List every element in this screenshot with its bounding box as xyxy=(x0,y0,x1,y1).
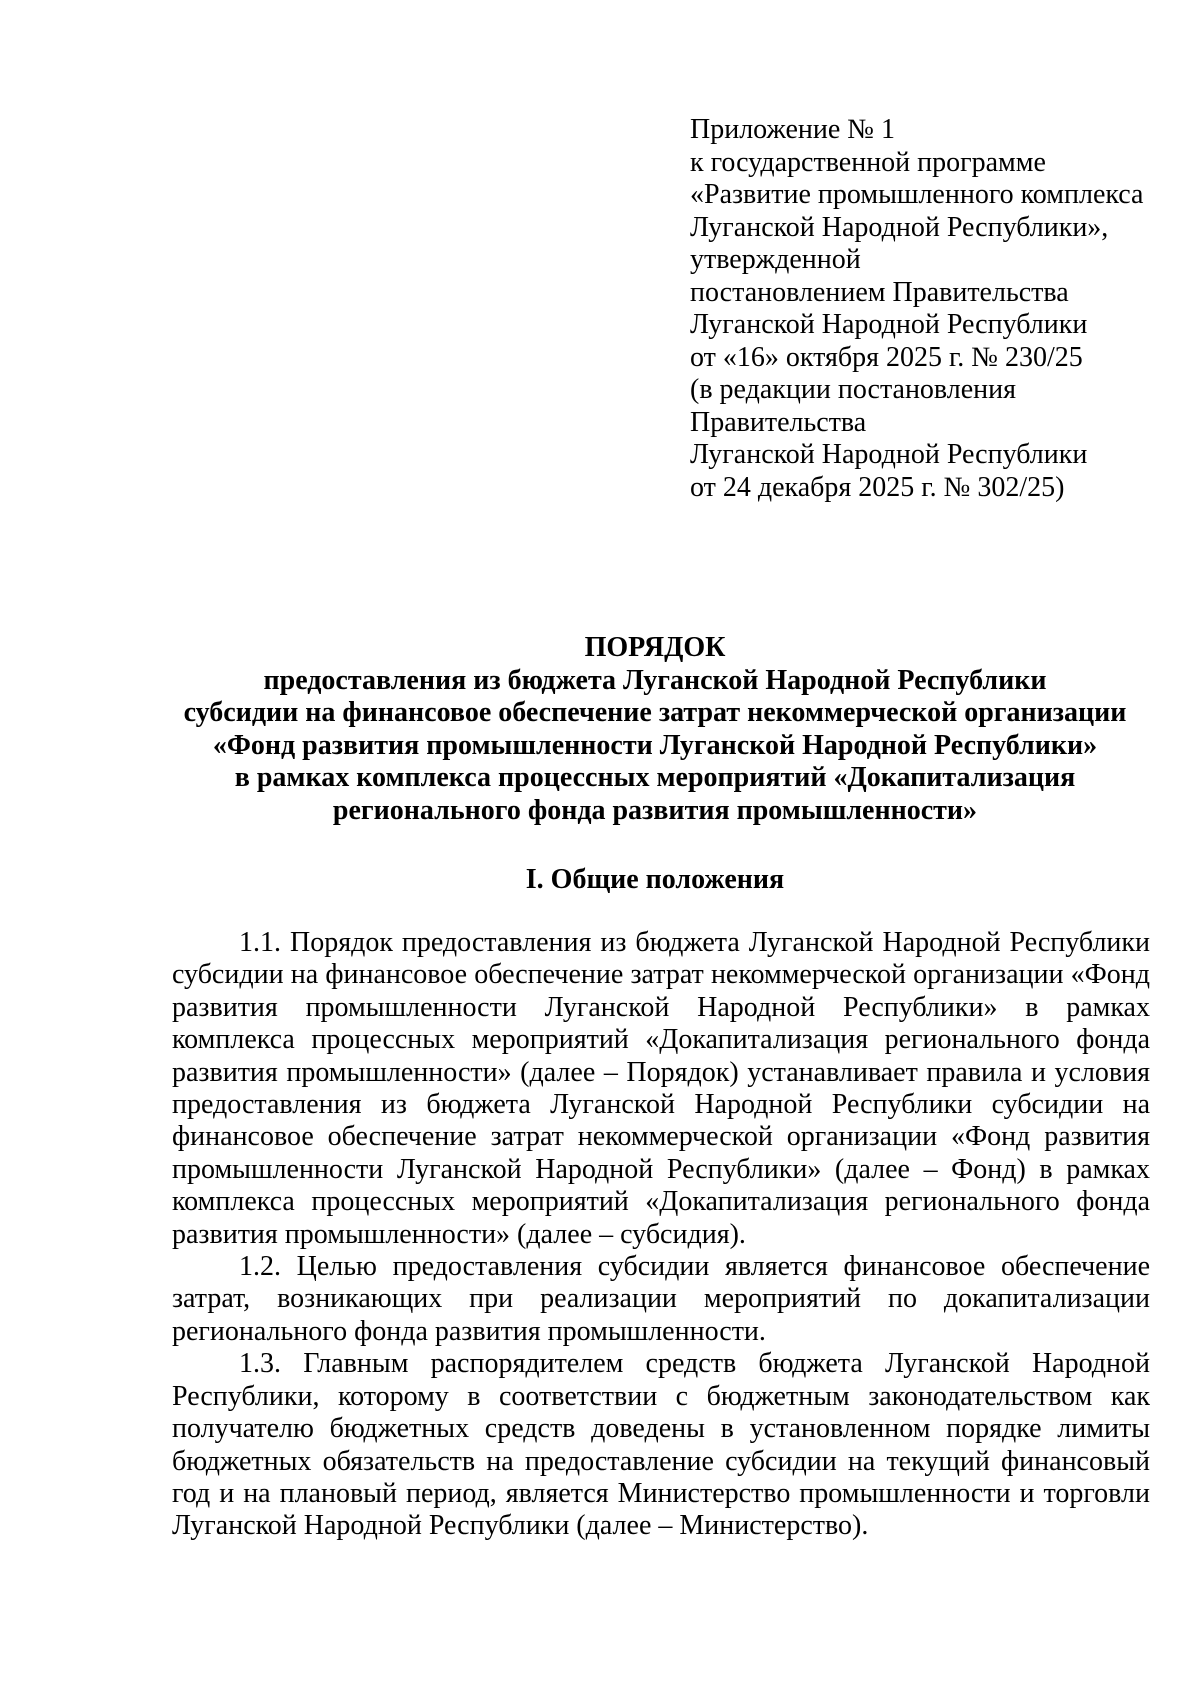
title-line: «Фонд развития промышленности Луганской Народной Республики» xyxy=(212,729,1098,761)
paragraph-1-2: 1.2. Целью предоставления субсидии является финансовое обеспечение затрат, возникающих при реализации мероприятий по докапитализации регионального фонда развития промышленности. xyxy=(172,1251,1150,1347)
annex-line: «Развитие промышленного комплекса xyxy=(690,179,1144,210)
annex-line: Правительства xyxy=(690,406,867,438)
title-line: в рамках комплекса процессных мероприятий «Докапитализация xyxy=(234,762,1076,793)
annex-line: Луганской Народной Республики», xyxy=(690,211,1109,243)
title-line: субсидии на финансовое обеспечение затрат некоммерческой организации xyxy=(183,697,1127,728)
annex-line: утвержденной xyxy=(690,244,861,275)
annex-line: Луганской Народной Республики xyxy=(690,439,1088,470)
annex-line: (в редакции постановления xyxy=(690,374,1017,405)
title-line: предоставления из бюджета Луганской Народной Республики xyxy=(263,664,1047,696)
title-heading: ПОРЯДОК xyxy=(584,632,726,663)
annex-line: от «16» октября 2025 г. № 230/25 xyxy=(690,341,1083,373)
annex-line: Приложение № 1 xyxy=(690,114,895,145)
annex-line: постановлением Правительства xyxy=(690,276,1069,308)
body-text xyxy=(172,927,1150,1543)
document-title xyxy=(160,632,1150,827)
title-line: регионального фонда развития промышленности» xyxy=(332,794,978,826)
annex-line: от 24 декабря 2025 г. № 302/25) xyxy=(690,471,1065,503)
paragraph-1-1: 1.1. Порядок предоставления из бюджета Луганской Народной Республики субсидии на финансовое обеспечение затрат некоммерческой организации «Фонд развития промышленности Луганской Народной Республики» в рамках комплекса процессных мероприятий «Докапитализация регионального фонда развития промышленности» (далее – Порядок) устанавливает правила и условия предоставления из бюджета Луганской Народной Республики субсидии на финансовое обеспечение затрат некоммерческой организации «Фонд развития промышленности Луганской Народной Республики» (далее – Фонд) в рамках комплекса процессных мероприятий «Докапитализация регионального фонда развития промышленности» (далее – субсидия). xyxy=(172,927,1150,1250)
annex-line: к государственной программе xyxy=(690,146,1046,178)
paragraph-1-3: 1.3. Главным распорядителем средств бюджета Луганской Народной Республики, которому в соответствии с бюджетным законодательством как получателю бюджетных средств доведены в установленном порядке лимиты бюджетных обязательств на предоставление субсидии на текущий финансовый год и на плановый период, является Министерство промышленности и торговли Луганской Народной Республики (далее – Министерство). xyxy=(172,1348,1150,1542)
section-heading: I. Общие положения xyxy=(525,864,785,895)
annex-line: Луганской Народной Республики xyxy=(690,309,1088,340)
annex-block xyxy=(690,114,1170,504)
